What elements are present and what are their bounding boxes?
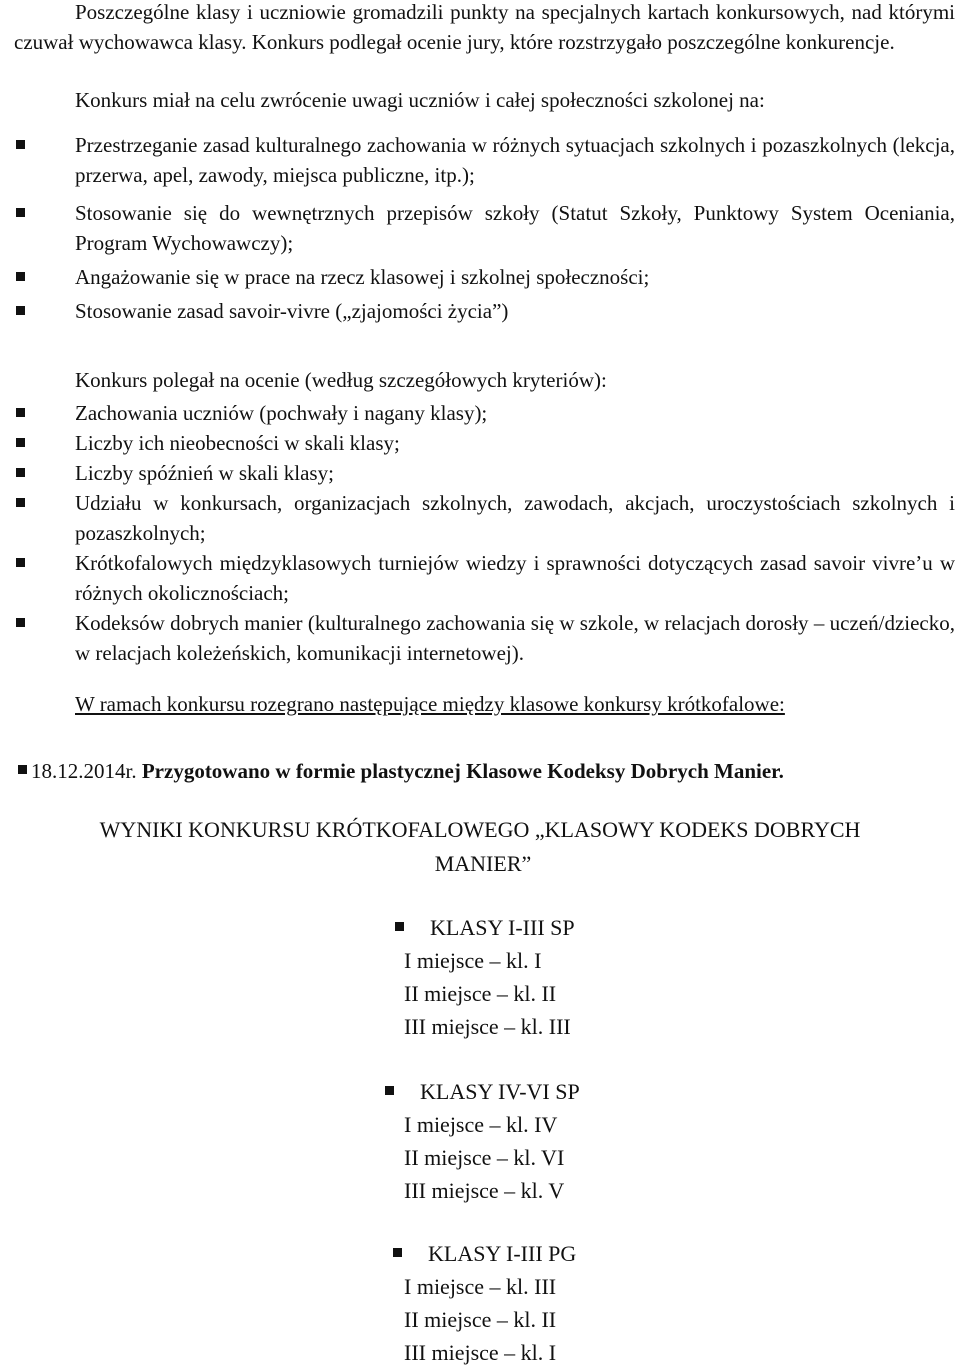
goals-intro: Konkurs miał na celu zwrócenie uwagi uczniów i całej społeczności szkolonej na:: [75, 88, 765, 112]
bullet-icon: [16, 438, 25, 447]
result-place: III miejsce – kl. III: [404, 1014, 571, 1039]
results-group: [404, 1237, 576, 1369]
list-item-text: Angażowanie się w prace na rzecz klasowej i szkolnej społeczności;: [75, 265, 650, 289]
results-group-heading: [404, 911, 575, 944]
results-group: [404, 1075, 580, 1207]
result-place: III miejsce – kl. V: [404, 1178, 565, 1203]
bullet-icon: [16, 498, 25, 507]
bullet-icon: [16, 468, 25, 477]
event-description: Przygotowano w formie plastycznej Klasowe Kodeksy Dobrych Manier.: [141, 759, 784, 783]
list-item: [75, 262, 955, 292]
results-group-heading: [404, 1237, 576, 1270]
list-item-text: Przestrzeganie zasad kulturalnego zachowania w różnych sytuacjach szkolnych i pozaszkolnych (lekcja, przerwa, apel, zawody, miejsca publiczne, itp.);: [75, 133, 955, 187]
goals-list: [75, 130, 955, 326]
bullet-icon: [393, 1248, 402, 1257]
bullet-icon: [16, 208, 25, 217]
event-line: [18, 759, 784, 783]
results-group-heading: [404, 1075, 580, 1108]
list-item: [75, 398, 955, 428]
contests-heading: W ramach konkursu rozegrano następujące między klasowe konkursy krótkofalowe:: [75, 692, 785, 716]
list-item: [75, 488, 955, 548]
result-place: III miejsce – kl. I: [404, 1340, 557, 1365]
results-group: [404, 911, 575, 1043]
bullet-icon: [16, 558, 25, 567]
result-place: II miejsce – kl. II: [404, 1307, 557, 1332]
result-place: II miejsce – kl. VI: [404, 1145, 565, 1170]
intro-paragraph: Poszczególne klasy i uczniowie gromadzili punkty na specjalnych kartach konkursowych, nad którymi czuwał wychowawca klasy. Konkurs podlegał ocenie jury, które rozstrzygało poszczególne konkurencje.: [14, 0, 955, 54]
list-item: [75, 130, 955, 190]
bullet-icon: [16, 618, 25, 627]
bullet-icon: [16, 306, 25, 315]
list-item-text: Krótkofalowych międzyklasowych turniejów wiedzy i sprawności dotyczących zasad savoir vivre’u w różnych okolicznościach;: [75, 551, 955, 605]
results-group-label: KLASY I-III SP: [430, 915, 575, 940]
bullet-icon: [385, 1086, 394, 1095]
list-item: [75, 428, 955, 458]
event-date: 18.12.2014r.: [31, 759, 137, 783]
list-item-text: Stosowanie się do wewnętrznych przepisów szkoły (Statut Szkoły, Punktowy System Oceniania, Program Wychowawczy);: [75, 201, 955, 255]
result-place: I miejsce – kl. III: [404, 1274, 557, 1299]
result-place: I miejsce – kl. I: [404, 948, 542, 973]
bullet-icon: [16, 272, 25, 281]
list-item-text: Liczby ich nieobecności w skali klasy;: [75, 431, 400, 455]
results-title: [0, 813, 960, 881]
list-item: [75, 458, 955, 488]
criteria-list: [75, 398, 955, 668]
list-item: [75, 198, 955, 258]
results-group-label: KLASY I-III PG: [428, 1241, 577, 1266]
list-item: [75, 296, 955, 326]
list-item-text: Kodeksów dobrych manier (kulturalnego zachowania się w szkole, w relacjach dorosły – uczeń/dziecko, w relacjach koleżeńskich, komunikacji internetowej).: [75, 611, 955, 665]
result-place: II miejsce – kl. II: [404, 981, 557, 1006]
list-item-text: Stosowanie zasad savoir-vivre („zjajomości życia”): [75, 299, 509, 323]
bullet-icon: [16, 140, 25, 149]
list-item: [75, 548, 955, 608]
list-item-text: Liczby spóźnień w skali klasy;: [75, 461, 334, 485]
bullet-icon: [18, 765, 27, 774]
bullet-icon: [395, 922, 404, 931]
criteria-intro: Konkurs polegał na ocenie (według szczegółowych kryteriów):: [75, 368, 607, 392]
results-group-label: KLASY IV-VI SP: [420, 1079, 580, 1104]
results-title-line1: WYNIKI KONKURSU KRÓTKOFALOWEGO „KLASOWY KODEKS DOBRYCH: [99, 817, 861, 842]
result-place: I miejsce – kl. IV: [404, 1112, 558, 1137]
list-item-text: Zachowania uczniów (pochwały i nagany klasy);: [75, 401, 488, 425]
results-title-line2: MANIER”: [434, 851, 532, 876]
bullet-icon: [16, 408, 25, 417]
list-item-text: Udziału w konkursach, organizacjach szkolnych, zawodach, akcjach, uroczystościach szkolnych i pozaszkolnych;: [75, 491, 955, 545]
list-item: [75, 608, 955, 668]
